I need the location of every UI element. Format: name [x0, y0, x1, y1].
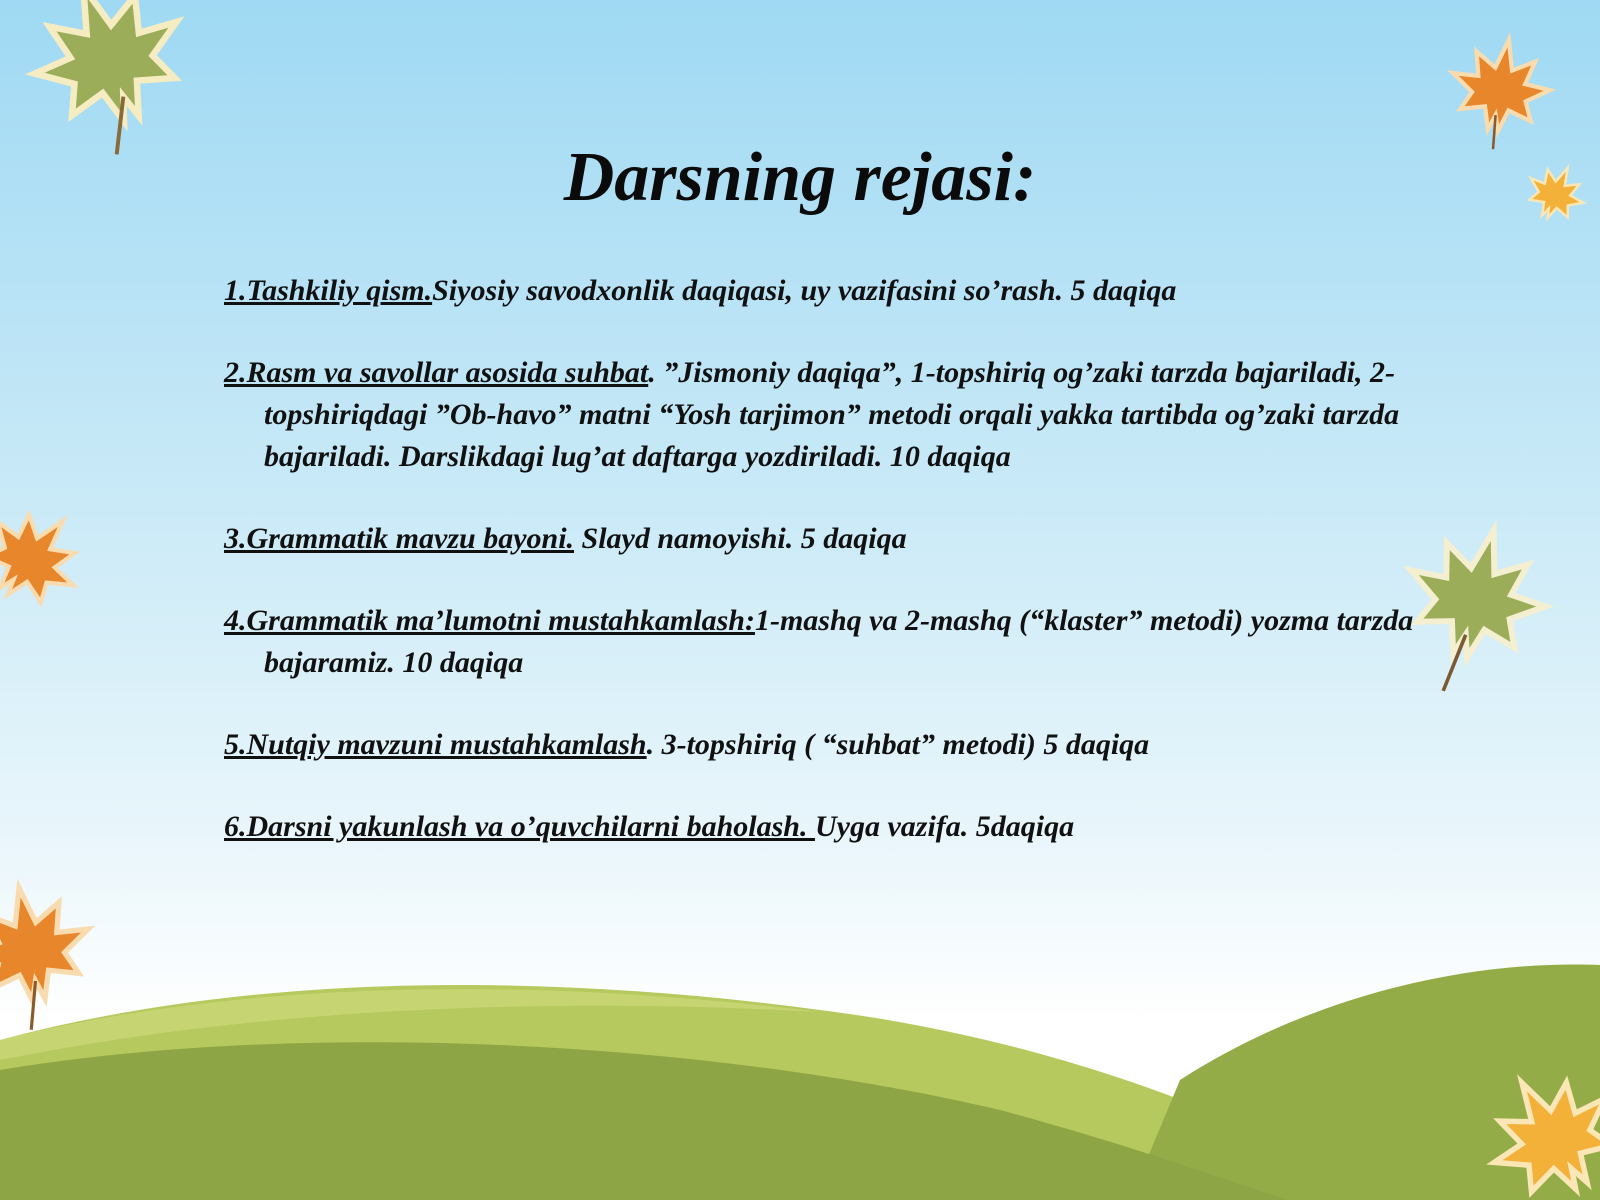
plan-item: [224, 518, 1444, 560]
plan-item-heading: 3.Grammatik mavzu bayoni.: [224, 522, 575, 555]
plan-item-text: Siyosiy savodxonlik daqiqasi, uy vazifasini so’rash. 5 daqiqa: [432, 274, 1177, 307]
plan-item-text: 1-mashq va 2-mashq (“klaster” metodi) yozma tarzda bajaramiz. 10 daqiqa: [264, 604, 1414, 679]
plan-item-text: . ”Jismoniy daqiqa”, 1-topshiriq og’zaki tarzda bajariladi, 2-topshiriqdagi ”Ob-havo” matni “Yosh tarjimon” metodi orqali yakka tartibda og’zaki tarzda bajariladi. Darslikdagi lug’at daftarga yozdiriladi. 10 daqiqa: [264, 356, 1400, 473]
plan-item-text: . 3-topshiriq ( “suhbat” metodi) 5 daqiqa: [646, 728, 1150, 761]
plan-item: [224, 352, 1444, 478]
lesson-plan-list: [224, 270, 1444, 888]
plan-item: [224, 600, 1444, 684]
plan-item-text: Slayd namoyishi. 5 daqiqa: [574, 522, 907, 555]
slide-title: Darsning rejasi:: [563, 139, 1037, 216]
plan-item: [224, 724, 1444, 766]
plan-item: [224, 806, 1444, 848]
plan-item-heading: 2.Rasm va savollar asosida suhbat: [224, 356, 649, 389]
plan-item-heading: 1.Tashkiliy qism.: [224, 274, 433, 307]
maple-leaf-orange-icon: [0, 877, 104, 1038]
plan-item-heading: 5.Nutqiy mavzuni mustahkamlash: [224, 728, 647, 761]
plan-item-heading: 6.Darsni yakunlash va o’quvchilarni baholash.: [224, 810, 815, 843]
plan-item-text: Uyga vazifa. 5daqiqa: [814, 810, 1075, 843]
plan-item-heading: 4.Grammatik ma’lumotni mustahkamlash:: [224, 604, 755, 637]
plan-item: [224, 270, 1444, 312]
maple-leaf-orange-icon: [0, 489, 101, 623]
